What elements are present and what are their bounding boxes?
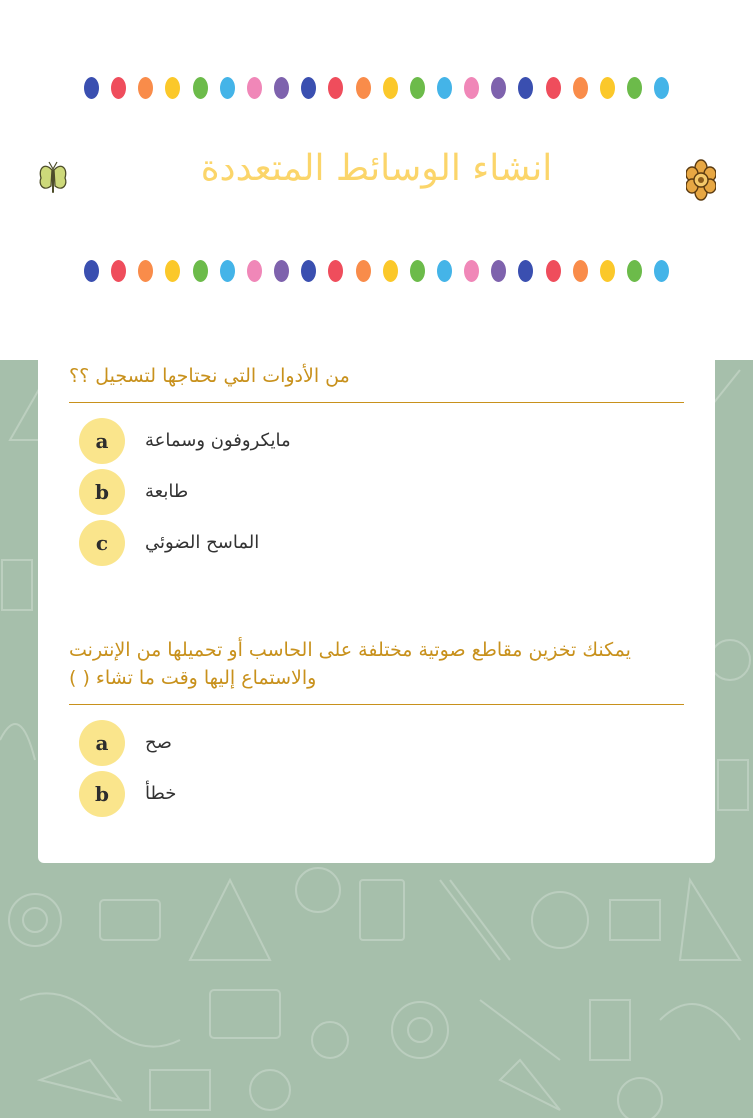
decorative-dot xyxy=(464,77,479,99)
decorative-dot xyxy=(301,260,316,282)
decorative-dot xyxy=(301,77,316,99)
decorative-dot xyxy=(573,77,588,99)
decorative-dot xyxy=(356,260,371,282)
decorative-dot xyxy=(546,77,561,99)
option-label: الماسح الضوئي xyxy=(145,532,260,553)
decorative-dot xyxy=(518,77,533,99)
decorative-dot xyxy=(111,260,126,282)
decorative-dot xyxy=(165,77,180,99)
decorative-dot xyxy=(220,77,235,99)
option-label: مايكروفون وسماعة xyxy=(145,430,291,451)
page-title: انشاء الوسائط المتعددة xyxy=(200,148,553,189)
decorative-dot xyxy=(546,260,561,282)
question-2-option-b[interactable] xyxy=(79,771,639,817)
decorative-dot xyxy=(274,77,289,99)
decorative-dot xyxy=(410,260,425,282)
decorative-dot xyxy=(247,77,262,99)
decorative-dot xyxy=(573,260,588,282)
option-letter-badge: c xyxy=(79,520,125,566)
option-letter-badge: a xyxy=(79,720,125,766)
option-letter-badge: b xyxy=(79,469,125,515)
question-2-option-a[interactable] xyxy=(79,720,639,766)
decorative-dot xyxy=(356,77,371,99)
decorative-dot xyxy=(600,260,615,282)
option-letter-badge: b xyxy=(79,771,125,817)
decorative-dot xyxy=(600,77,615,99)
decorative-dot xyxy=(220,260,235,282)
decorative-dot xyxy=(627,77,642,99)
decorative-dot xyxy=(84,260,99,282)
option-label: صح xyxy=(145,732,172,753)
option-label: طابعة xyxy=(145,481,189,502)
decorative-dot xyxy=(328,260,343,282)
decorative-dot xyxy=(383,260,398,282)
decorative-dot xyxy=(654,260,669,282)
option-label: خطأ xyxy=(145,783,177,804)
decorative-dot xyxy=(627,260,642,282)
dot-row-bottom xyxy=(84,260,674,282)
question-1-option-a[interactable] xyxy=(79,418,639,464)
question-1-divider xyxy=(69,402,684,403)
decorative-dot xyxy=(491,77,506,99)
header xyxy=(0,0,753,360)
decorative-dot xyxy=(464,260,479,282)
decorative-dot xyxy=(274,260,289,282)
decorative-dot xyxy=(410,77,425,99)
question-1-option-b[interactable] xyxy=(79,469,639,515)
quiz-card xyxy=(38,360,715,863)
decorative-dot xyxy=(138,77,153,99)
decorative-dot xyxy=(437,260,452,282)
decorative-dot xyxy=(654,77,669,99)
flower-icon xyxy=(686,159,716,205)
question-1-text: من الأدوات التي نحتاجها لتسجيل ؟؟ xyxy=(69,365,350,387)
decorative-dot xyxy=(111,77,126,99)
option-letter-badge: a xyxy=(79,418,125,464)
decorative-dot xyxy=(247,260,262,282)
question-2-text xyxy=(69,636,684,692)
question-1-option-c[interactable] xyxy=(79,520,639,566)
decorative-dot xyxy=(193,77,208,99)
question-2-line-1: يمكنك تخزين مقاطع صوتية مختلفة على الحاسب أو تحميلها من الإنترنت xyxy=(69,639,631,661)
decorative-dot xyxy=(518,260,533,282)
question-2-line-2: والاستماع إليها وقت ما تشاء ( ) xyxy=(69,667,317,689)
decorative-dot xyxy=(491,260,506,282)
dot-row-top xyxy=(84,77,674,99)
decorative-dot xyxy=(138,260,153,282)
question-2-divider xyxy=(69,704,684,705)
decorative-dot xyxy=(165,260,180,282)
decorative-dot xyxy=(193,260,208,282)
decorative-dot xyxy=(437,77,452,99)
decorative-dot xyxy=(328,77,343,99)
decorative-dot xyxy=(383,77,398,99)
decorative-dot xyxy=(84,77,99,99)
